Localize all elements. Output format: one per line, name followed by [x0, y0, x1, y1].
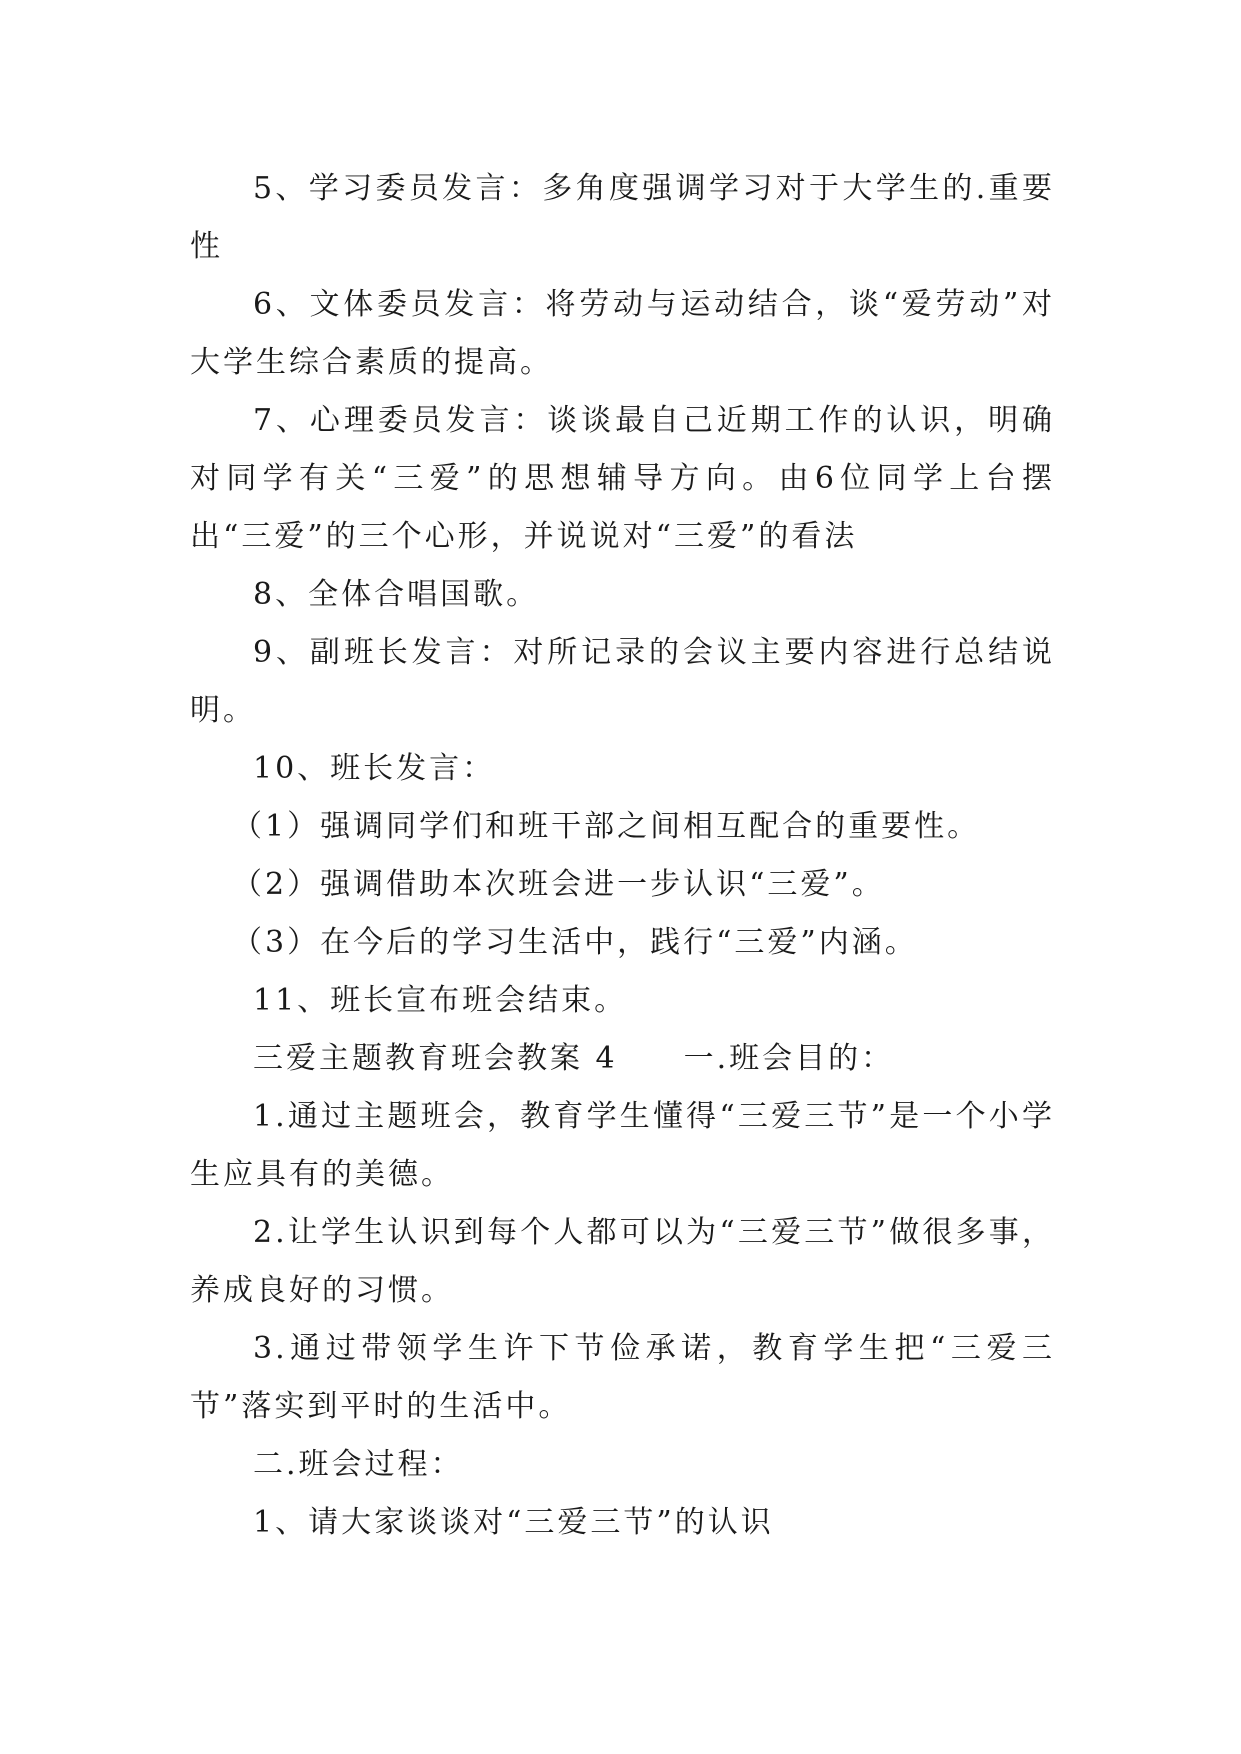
objective-item-3: 3.通过带领学生许下节俭承诺，教育学生把“三爱三节”落实到平时的生活中。 [190, 1331, 1055, 1424]
paragraph-item-5: 5、学习委员发言：多角度强调学习对于大学生的.重要性 [190, 171, 1055, 264]
objective-item-2: 2.让学生认识到每个人都可以为“三爱三节”做很多事，养成良好的习惯。 [190, 1215, 1055, 1308]
section-heading-process: 二.班会过程： [253, 1447, 464, 1482]
subitem-2: （2）强调借助本次班会进一步认识“三爱”。 [232, 867, 885, 902]
paragraph-item-8: 8、全体合唱国歌。 [253, 577, 540, 612]
document-body [190, 160, 1055, 1552]
process-item-1: 1、请大家谈谈对“三爱三节”的认识 [253, 1505, 774, 1540]
subitem-1: （1）强调同学们和班干部之间相互配合的重要性。 [232, 809, 981, 844]
paragraph-item-11: 11、班长宣布班会结束。 [253, 983, 628, 1018]
paragraph-item-10: 10、班长发言： [253, 751, 496, 786]
subitem-3: （3）在今后的学习生活中，践行“三爱”内涵。 [232, 925, 918, 960]
paragraph-item-9: 9、副班长发言：对所记录的会议主要内容进行总结说明。 [190, 635, 1055, 728]
paragraph-item-7: 7、心理委员发言：谈谈最自己近期工作的认识，明确对同学有关“三爱”的思想辅导方向。由6位同学上台摆出“三爱”的三个心形，并说说对“三爱”的看法 [190, 403, 1055, 554]
objective-item-1: 1.通过主题班会，教育学生懂得“三爱三节”是一个小学生应具有的美德。 [190, 1099, 1055, 1192]
paragraph-item-6: 6、文体委员发言：将劳动与运动结合，谈“爱劳动”对大学生综合素质的提高。 [190, 287, 1055, 380]
section-heading-lesson-plan-4: 三爱主题教育班会教案 4 一.班会目的： [253, 1041, 895, 1076]
